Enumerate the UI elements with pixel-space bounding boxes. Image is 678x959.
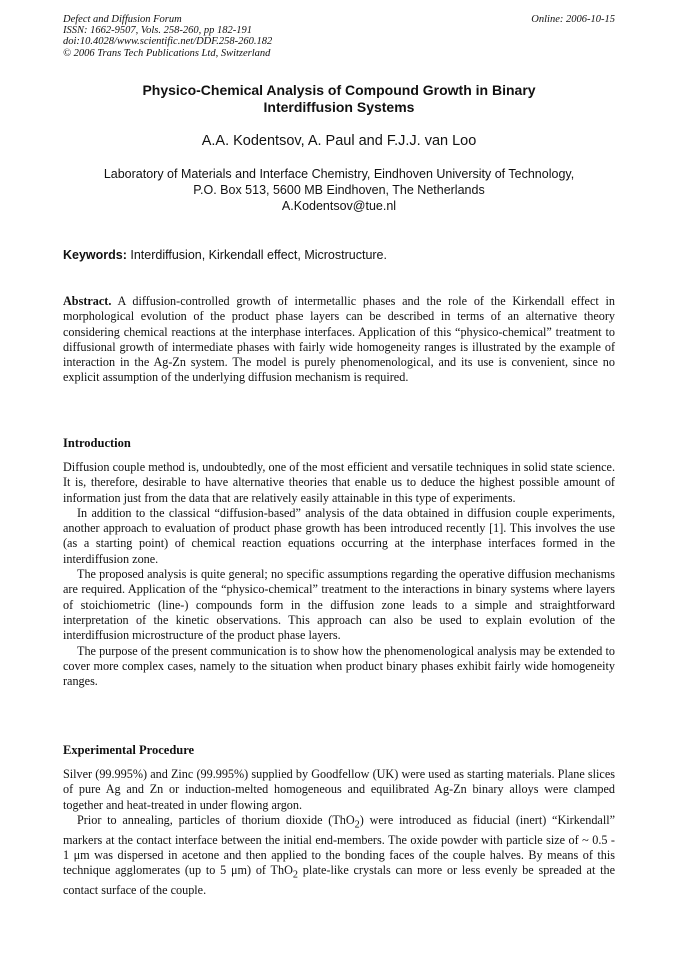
paper-title	[60, 82, 618, 116]
abstract	[63, 294, 615, 386]
doi-line[interactable]: doi:10.4028/www.scientific.net/DDF.258-260.182	[63, 36, 273, 48]
experimental-paragraph: Silver (99.995%) and Zinc (99.995%) supplied by Goodfellow (UK) were used as starting materials. Plane slices of pure Ag and Zn or induction-melted homogeneous and equilibrated Ag-Zn binary alloys were clamped together and heat-treated in under flowing argon.	[63, 767, 615, 812]
keywords-label: Keywords:	[63, 248, 127, 262]
keywords-text: Interdiffusion, Kirkendall effect, Microstructure.	[126, 248, 387, 262]
author-email[interactable]: A.Kodentsov@tue.nl	[281, 199, 397, 213]
affiliation-line-2: P.O. Box 513, 5600 MB Eindhoven, The Netherlands	[193, 183, 485, 197]
experimental-body	[63, 767, 615, 898]
text-run: plate-like crystals can more or less evenly be spreaded at the contact surface of the couple.	[63, 863, 615, 897]
experimental-paragraph	[63, 813, 615, 898]
online-date	[531, 14, 615, 25]
introduction-body	[63, 460, 615, 689]
authors: A.A. Kodentsov, A. Paul and F.J.J. van Loo	[201, 133, 477, 149]
text-run: ) were introduced as fiducial (inert) “Kirkendall” markers at the contact interface between the initial end-members. The oxide powder with particle size of ~ 0.5 - 1 μm was dispersed in acetone and then applied to the bonding faces of the couple halves. By means of this technique agglomerates (up to 5 μm) of ThO	[63, 812, 615, 878]
issn-line: ISSN: 1662-9507, Vols. 258-260, pp 182-191	[63, 25, 252, 37]
subscript: 2	[292, 869, 298, 881]
text-run: Prior to annealing, particles of thorium dioxide (ThO	[77, 812, 355, 827]
copyright-line: © 2006 Trans Tech Publications Ltd, Switzerland	[63, 47, 271, 59]
introduction-heading: Introduction	[63, 436, 131, 450]
subscript: 2	[354, 819, 360, 831]
title-line-1: Physico-Chemical Analysis of Compound Growth in Binary	[142, 82, 536, 98]
journal-name: Defect and Diffusion Forum	[63, 14, 182, 25]
title-line-2: Interdiffusion Systems	[263, 99, 415, 115]
intro-paragraph: The purpose of the present communication is to show how the phenomenological analysis may be extended to cover more complex cases, namely to the situation when product binary phases exhibit fairly wide homogeneity ranges.	[63, 643, 615, 689]
affiliation	[60, 166, 618, 214]
intro-paragraph: Diffusion couple method is, undoubtedly, one of the most efficient and versatile techniques in solid state science. It is, therefore, desirable to have alternative theories that enable us to deduce the highest possible amount of information just from the data that are relatively easily attainable in this type of experiments.	[63, 460, 615, 505]
journal-header	[63, 14, 272, 59]
intro-paragraph: The proposed analysis is quite general; no specific assumptions regarding the operative diffusion mechanisms are required. Application of the “physico-chemical” treatment to the interactions in binary systems where layers of stoichiometric (line-) compounds form in the diffusion zone leads to a simple and straightforward interpretation of the kinetic observations. This approach can also be used to explain evolution of the interdiffusion microstructure of the product phase layers.	[63, 567, 615, 643]
online-date-text: Online: 2006-10-15	[531, 14, 615, 25]
abstract-text: A diffusion-controlled growth of intermetallic phases and the role of the Kirkendall effect in morphological evolution of the product phase layers can be described in terms of an alternative theory considering chemical reactions at the interphase interfaces. Application of this “physico-chemical” treatment to diffusional growth of intermediate phases with fairly wide homogeneity ranges is illustrated by the example of interaction in the Ag-Zn system. The model is purely phenomenological, and its use is convenient, since no explicit assumption of the underlying diffusion mechanism is required.	[63, 294, 615, 385]
abstract-label: Abstract.	[63, 294, 112, 308]
experimental-heading: Experimental Procedure	[63, 743, 195, 757]
affiliation-line-1: Laboratory of Materials and Interface Chemistry, Eindhoven University of Technology,	[103, 167, 575, 181]
intro-paragraph: In addition to the classical “diffusion-based” analysis of the data obtained in diffusion couple experiments, another approach to evaluation of product phase growth has been introduced recently [1]. This involves the use (as a starting point) of chemical reaction equations occurring at the interphase interfaces formed in the interdiffusion zone.	[63, 505, 615, 566]
keywords	[63, 247, 615, 263]
